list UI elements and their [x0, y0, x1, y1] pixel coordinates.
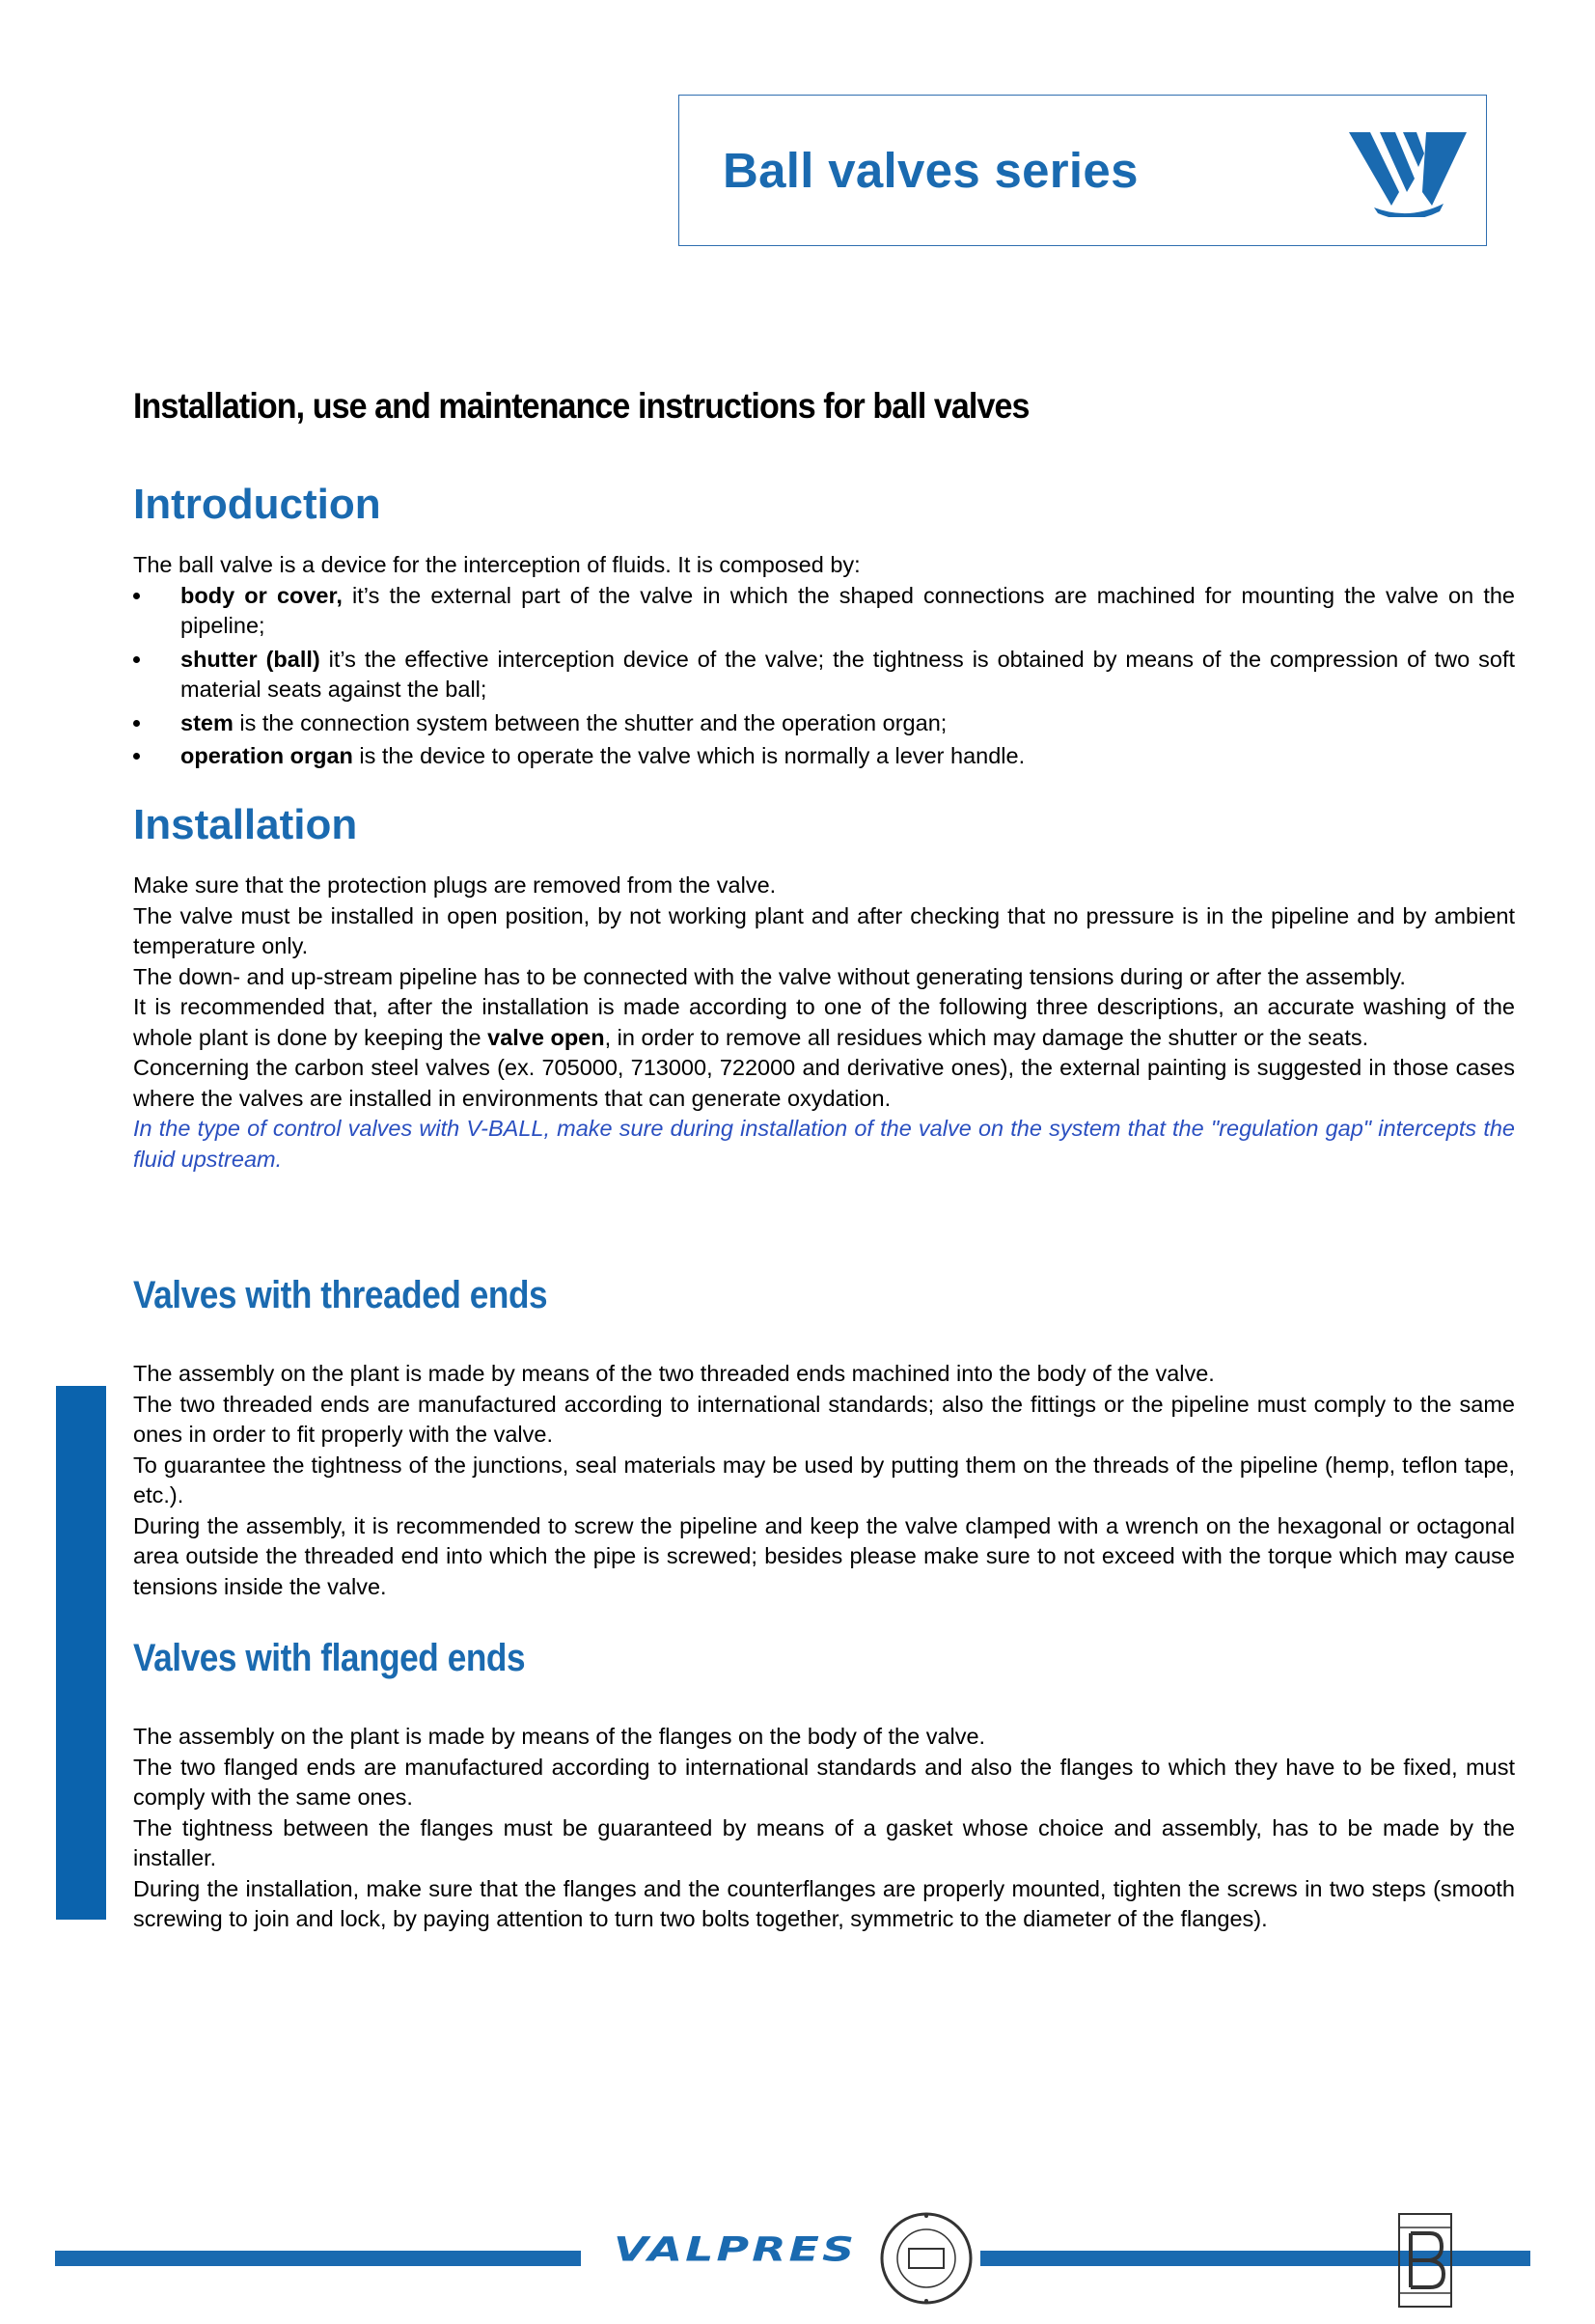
bullet-icon: [133, 593, 140, 599]
list-item-text: is the device to operate the valve which is normally a lever handle.: [352, 743, 1026, 768]
installation-text: , in order to remove all residues which may damage the shutter or the seats.: [604, 1024, 1369, 1050]
flanged-section: [133, 1722, 1515, 1935]
component-list: [133, 581, 1515, 772]
threaded-section: [133, 1359, 1515, 1602]
introduction-heading: Introduction: [133, 481, 381, 528]
footer-brand-logo: VALPRES: [614, 2229, 858, 2269]
flanged-paragraph: The assembly on the plant is made by means of the flanges on the body of the valve.: [133, 1724, 986, 1749]
flanged-heading: Valves with flanged ends: [133, 1637, 526, 1679]
threaded-heading: Valves with threaded ends: [133, 1274, 548, 1316]
bonomi-group-logo-icon: [1397, 2212, 1453, 2309]
footer: [0, 2210, 1595, 2316]
threaded-paragraph: The assembly on the plant is made by means of the two threaded ends machined into the body of the valve.: [133, 1361, 1215, 1386]
installation-paragraph: [133, 992, 1515, 1053]
v-shaped-company-logo-icon: [1345, 124, 1471, 217]
list-item-term: stem: [180, 709, 234, 735]
list-item: [133, 581, 1515, 642]
side-accent-bar: [56, 1386, 106, 1920]
v-ball-note: In the type of control valves with V-BALL, make sure during installation of the valve on the system that the "regulation gap" intercepts the fluid upstream.: [133, 1116, 1515, 1172]
bullet-icon: [133, 720, 140, 727]
installation-heading: Installation: [133, 801, 358, 848]
introduction-section: [133, 550, 1515, 775]
installation-paragraph: The down- and up-stream pipeline has to be connected with the valve without generating tensions during or after the assembly.: [133, 963, 1406, 989]
bullet-icon: [133, 656, 140, 663]
list-item: [133, 708, 1515, 739]
iso-certification-seal-icon: [878, 2210, 975, 2307]
installation-paragraph: Concerning the carbon steel valves (ex. 705000, 713000, 722000 and derivative ones), the external painting is suggested in those cases where the valves are installed in environments that can generate oxydation.: [133, 1055, 1515, 1111]
installation-paragraph: The valve must be installed in open position, by not working plant and after checking that no pressure is in the pipeline and by ambient temperature only.: [133, 902, 1515, 958]
list-item-term: body or cover,: [180, 582, 343, 608]
list-item: [133, 741, 1515, 772]
document-title: Installation, use and maintenance instructions for ball valves: [133, 386, 1030, 426]
installation-paragraph: Make sure that the protection plugs are removed from the valve.: [133, 872, 777, 898]
introduction-lead: The ball valve is a device for the interception of fluids. It is composed by:: [133, 552, 861, 577]
installation-text: It is recommended that, after the installation is made according to one of the following three descriptions, an accurate washing of the whole plant is done by keeping the: [133, 994, 1515, 1050]
installation-section: [133, 871, 1515, 1175]
threaded-paragraph: The two threaded ends are manufactured according to international standards; also the fittings or the pipeline must comply to the same ones in order to fit properly with the valve.: [133, 1391, 1515, 1447]
list-item-text: is the connection system between the shutter and the operation organ;: [233, 709, 948, 735]
flanged-paragraph: During the installation, make sure that the flanges and the counterflanges are properly mounted, tighten the screws in two steps (smooth screwing to join and lock, by paying attention to turn two bolts together, symmetric to the diameter of the flanges).: [133, 1875, 1515, 1931]
threaded-paragraph: During the assembly, it is recommended to screw the pipeline and keep the valve clamped with a wrench on the hexagonal or octagonal area outside the threaded end into which the pipe is screwed; besides please make sure to not exceed with the torque which may cause tensions inside the valve.: [133, 1512, 1515, 1599]
flanged-paragraph: The tightness between the flanges must be guaranteed by means of a gasket whose choice and assembly, has to be made by the installer.: [133, 1814, 1515, 1870]
threaded-paragraph: To guarantee the tightness of the junctions, seal materials may be used by putting them on the threads of the pipeline (hemp, teflon tape, etc.).: [133, 1452, 1515, 1508]
header-box: [678, 95, 1487, 246]
list-item: [133, 645, 1515, 706]
header-title: Ball valves series: [723, 143, 1139, 198]
footer-line-left: [55, 2251, 581, 2266]
list-item-term: operation organ: [180, 743, 353, 768]
bullet-icon: [133, 753, 140, 760]
list-item-term: shutter (ball): [180, 646, 320, 672]
list-item-text: it’s the external part of the valve in which the shaped connections are machined for mounting the valve on the pipeline;: [180, 582, 1515, 638]
list-item-text: it’s the effective interception device of the valve; the tightness is obtained by means of the compression of two soft material seats against the ball;: [180, 646, 1515, 702]
valve-open-emphasis: valve open: [487, 1024, 605, 1050]
flanged-paragraph: The two flanged ends are manufactured according to international standards and also the flanges to which they have to be fixed, must comply with the same ones.: [133, 1754, 1515, 1810]
